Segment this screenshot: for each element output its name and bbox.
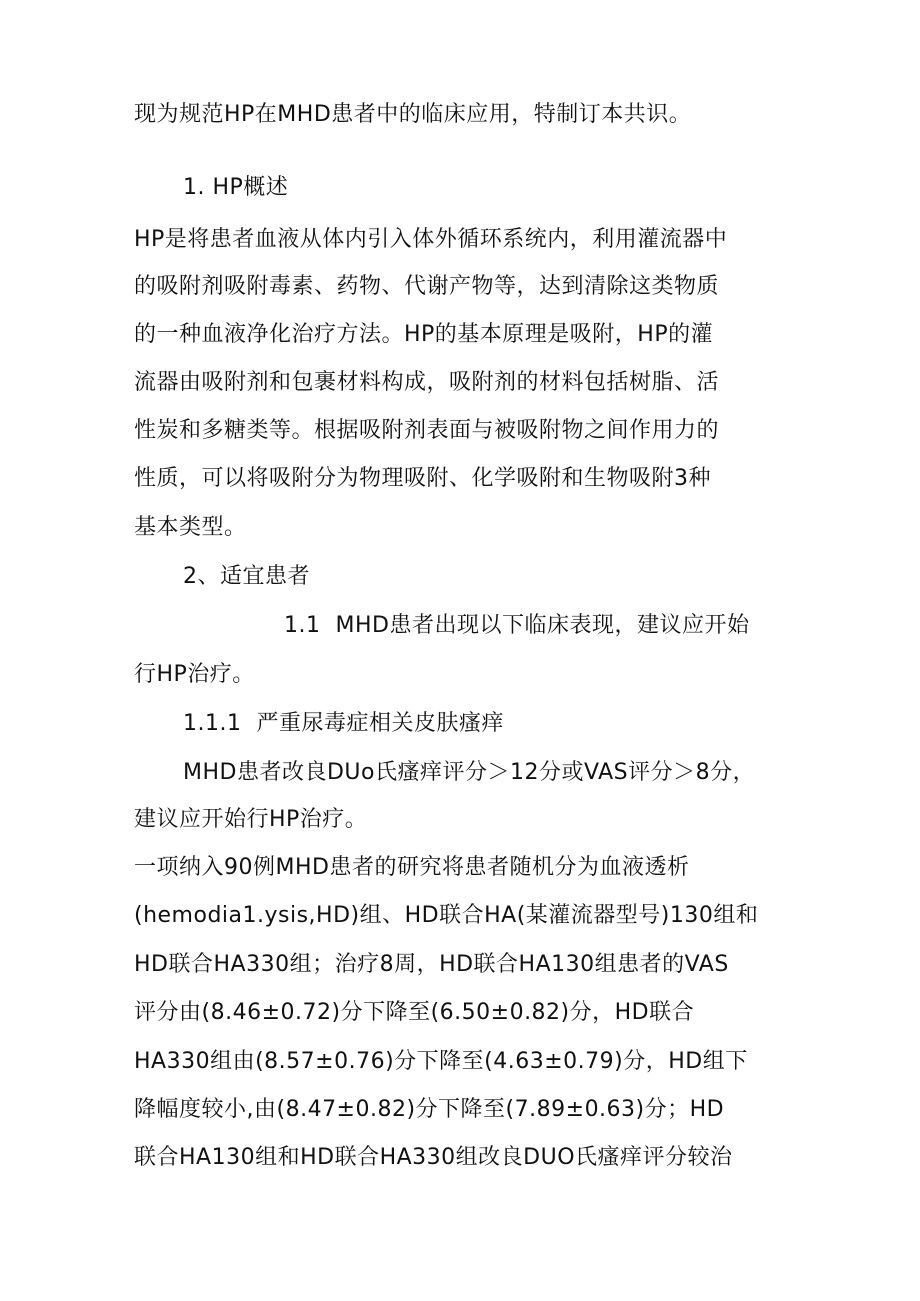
text-line: HP是将患者血液从体内引入体外循环系统内，利用灌流器中 [134, 227, 728, 252]
text-line: HD联合HA330组；治疗8周，HD联合HA130组患者的VAS [134, 952, 729, 977]
text-line: 建议应开始行HP治疗。 [134, 807, 368, 832]
text-line: 降幅度较小,由(8.47±0.82)分下降至(7.89±0.63)分；HD [134, 1097, 725, 1122]
text-line: 行HP治疗。 [134, 662, 255, 687]
text-line: 性炭和多糖类等。根据吸附剂表面与被吸附物之间作用力的 [134, 418, 720, 443]
text-line: 的吸附剂吸附毒素、药物、代谢产物等，达到清除这类物质 [134, 274, 720, 299]
text-line: 基本类型。 [134, 515, 247, 540]
text-line: 评分由(8.46±0.72)分下降至(6.50±0.82)分，HD联合 [134, 1000, 695, 1025]
section-heading: 1. HP概述 [183, 175, 289, 200]
text-line: 联合HA130组和HD联合HA330组改良DUO氏瘙痒评分较治 [134, 1145, 733, 1170]
text-line: (hemodia1.ysis,HD)组、HD联合HA(某灌流器型号)130组和 [134, 903, 759, 928]
text-line: 流器由吸附剂和包裹材料构成，吸附剂的材料包括树脂、活 [134, 370, 720, 395]
subsection-heading: 1.1.1 严重尿毒症相关皮肤瘙痒 [183, 711, 504, 736]
text-line: 一项纳入90例MHD患者的研究将患者随机分为血液透析 [134, 855, 690, 880]
section-heading: 2、适宜患者 [183, 564, 310, 589]
text-line: HA330组由(8.57±0.76)分下降至(4.63±0.79)分，HD组下 [134, 1049, 748, 1074]
text-line: 现为规范HP在MHD患者中的临床应用，特制订本共识。 [134, 102, 692, 127]
text-line: MHD患者改良DUo氏瘙痒评分＞12分或VAS评分＞8分， [183, 760, 756, 785]
text-line: 的一种血液净化治疗方法。HP的基本原理是吸附，HP的灌 [134, 322, 714, 347]
subsection-heading: 1.1 MHD患者出现以下临床表现，建议应开始 [284, 613, 750, 638]
text-line: 性质，可以将吸附分为物理吸附、化学吸附和生物吸附3种 [134, 466, 711, 491]
